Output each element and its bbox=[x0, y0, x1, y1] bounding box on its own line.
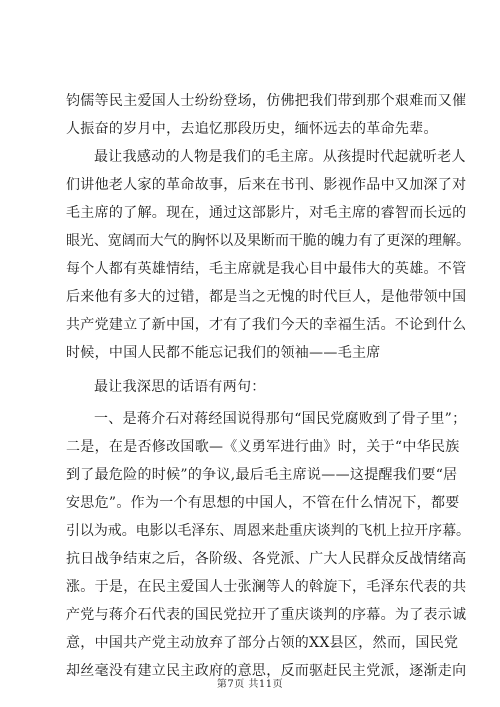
text-line: 产党与蒋介石代表的国民党拉开了重庆谈判的序幕。为了表示诚 bbox=[66, 607, 467, 623]
text-line: 到了最危险的时候”的争议,最后毛主席说——这提醒我们要“居 bbox=[66, 467, 458, 483]
text-line: 们讲他老人家的革命故事，后来在书刊、影视作品中又加深了对 bbox=[66, 177, 467, 193]
text-line: 人振奋的岁月中，去追忆那段历史，缅怀远去的革命先辈。 bbox=[66, 121, 438, 137]
paragraph-start-line: 一、是蒋介石对蒋经国说得那句“国民党腐败到了骨子里”； bbox=[94, 411, 467, 427]
text-line: 二是，在是否修改国歌—《义勇军进行曲》时，关于“中华民族 bbox=[66, 439, 460, 455]
text-line: 后来他有多大的过错，都是当之无愧的时代巨人，是他带领中国 bbox=[66, 289, 467, 305]
text-line: 时候，中国人民都不能忘记我们的领袖——毛主席 bbox=[66, 345, 381, 361]
text-line: 钧儒等民主爱国人士纷纷登场，仿佛把我们带到那个艰难而又催 bbox=[66, 93, 467, 109]
text-line: 却丝毫没有建立民主政府的意思，反而驱赶民主党派，逐渐走向 bbox=[66, 663, 467, 679]
text-line: 每个人都有英雄情结，毛主席就是我心目中最伟大的英雄。不管 bbox=[66, 261, 467, 277]
text-line: 毛主席的了解。现在，通过这部影片，对毛主席的睿智而长远的 bbox=[66, 205, 467, 221]
text-line: 引以为戒。电影以毛泽东、周恩来赴重庆谈判的飞机上拉开序幕。 bbox=[66, 523, 470, 539]
text-line: 共产党建立了新中国，才有了我们今天的幸福生活。不论到什么 bbox=[66, 317, 467, 333]
text-line: 涨。于是，在民主爱国人士张澜等人的斡旋下，毛泽东代表的共 bbox=[66, 579, 467, 595]
text-line: 安思危”。作为一个有思想的中国人，不管在什么情况下，都要 bbox=[66, 495, 460, 511]
text-line: 眼光、宽阔而大气的胸怀以及果断而干脆的魄力有了更深的理解。 bbox=[66, 233, 470, 249]
page-number-footer: 第7页 共11页 bbox=[216, 679, 284, 690]
paragraph-start-line: 最让我感动的人物是我们的毛主席。从孩提时代起就听老人 bbox=[94, 149, 466, 165]
text-line: 意，中国共产党主动放弃了部分占领的XX县区，然而，国民党 bbox=[66, 635, 459, 651]
text-line: 抗日战争结束之后，各阶级、各党派、广大人民群众反战情绪高 bbox=[66, 551, 467, 567]
paragraph-start-line: 最让我深思的话语有两句： bbox=[94, 379, 266, 395]
